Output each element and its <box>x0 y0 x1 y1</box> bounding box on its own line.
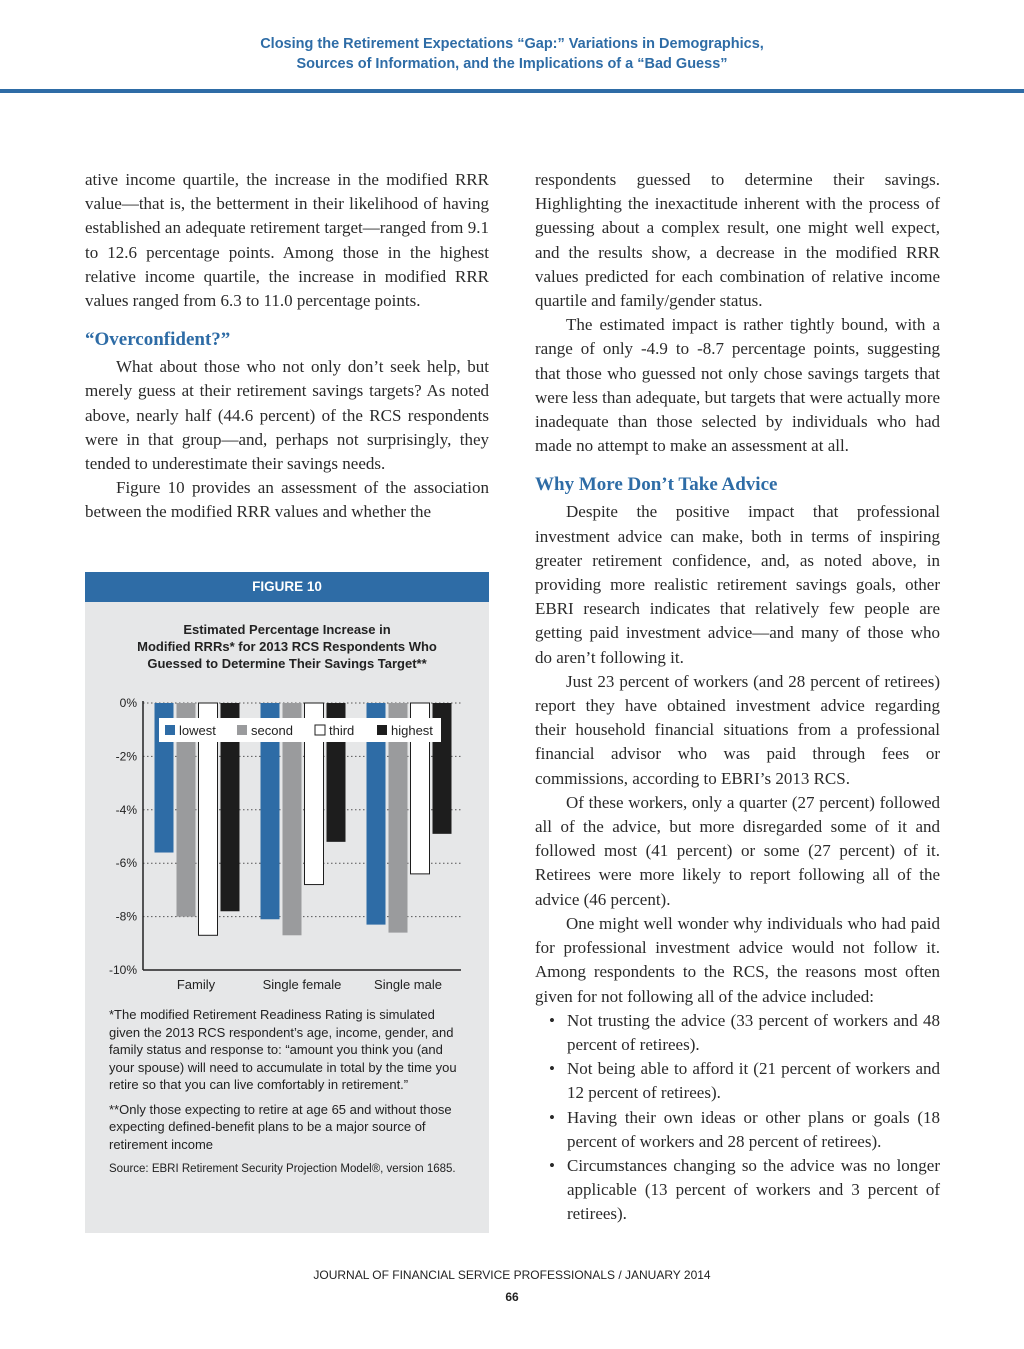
x-category-label: Family <box>176 977 216 992</box>
right-column <box>535 168 940 1227</box>
bar-chart <box>85 572 489 1002</box>
reason-item: • Not being able to afford it (21 percent of workers and 12 percent of retirees). <box>567 1057 940 1105</box>
left-paragraph-1: ative income quartile, the increase in the modified RRR value—that is, the betterment in their likelihood of having established an adequate retirement target—ranged from 9.1 to 12.6 percentage points. Among those in the highest relative income quartile, the increase in modified RRR values ranged from 6.3 to 11.0 percentage points. <box>85 170 489 311</box>
section-heading-overconfident: “Overconfident?” <box>85 329 231 351</box>
x-category-label: Single male <box>374 977 442 992</box>
page-number: 66 <box>505 1290 519 1304</box>
legend-swatch-highest <box>377 725 387 735</box>
footnote-retire-age: **Only those expecting to retire at age 65 and without those expecting defined-benefit plans to be a major source of retirement income <box>109 1101 452 1152</box>
chart-title-line: Estimated Percentage Increase in <box>183 622 391 637</box>
running-header <box>0 34 1024 74</box>
reason-item: • Circumstances changing so the advice was no longer applicable (13 percent of workers and 3 percent of retirees). <box>567 1154 940 1227</box>
legend-swatch-lowest <box>165 725 175 735</box>
reason-item: • Not trusting the advice (33 percent of workers and 48 percent of retirees). <box>567 1009 940 1057</box>
legend-swatch-second <box>237 725 247 735</box>
reasons-list <box>535 1009 940 1227</box>
legend-swatch-third <box>315 725 325 735</box>
figure-label: FIGURE 10 <box>85 572 489 602</box>
y-tick-label: -10% <box>108 963 137 977</box>
right-paragraph-3: Despite the positive impact that professional investment advice can make, both in terms of inspiring greater retirement confidence, and, as noted above, in providing more realistic retirement savings goals, other EBRI research indicates that relatively few people are getting paid investment advice—and many of those who do aren’t following it. <box>535 502 940 667</box>
y-tick-label: -4% <box>115 802 137 817</box>
running-header-line-2: Sources of Information, and the Implications of a “Bad Guess” <box>296 56 728 72</box>
right-paragraph-2: The estimated impact is rather tightly bound, with a range of only -4.9 to -8.7 percentage points, suggesting that those who guessed not only chose savings targets that were less than adequate, but targets that were actually more inadequate than those selected by individuals who had made no attempt to make an assessment at all. <box>535 315 940 456</box>
left-paragraph-2: What about those who not only don’t seek help, but merely guess at their retirement savings targets? As noted above, nearly half (44.6 percent) of the RCS respondents were in that group—and, perhaps not surprisingly, they tended to underestimate their savings needs. <box>85 357 489 474</box>
legend-label-second: second <box>251 723 293 738</box>
header-rule <box>0 89 1024 93</box>
reason-item: • Having their own ideas or other plans or goals (18 percent of workers and 28 percent of retirees). <box>567 1106 940 1154</box>
chart-title-line: Guessed to Determine Their Savings Target** <box>147 656 427 671</box>
legend-label-lowest: lowest <box>179 723 216 738</box>
chart-title-line: Modified RRRs* for 2013 RCS Respondents Who <box>137 639 437 654</box>
section-heading-why-more: Why More Don’t Take Advice <box>535 474 778 496</box>
y-tick-label: -6% <box>115 856 137 871</box>
right-paragraph-5: Of these workers, only a quarter (27 percent) followed all of the advice, but more disregarded some of it and followed most (41 percent) or some (27 percent) of it. Retirees were more likely to report following all of the advice (46 percent). <box>535 792 940 909</box>
right-paragraph-1: respondents guessed to determine their savings. Highlighting the inexactitude inherent with the process of guessing about a complex result, one might well expect, and the results show, a decrease in the modified RRR values predicted for each combination of relative income quartile and family/gender status. <box>535 170 940 311</box>
left-paragraph-3: Figure 10 provides an assessment of the association between the modified RRR values and whether the <box>85 478 489 522</box>
figure-10 <box>85 572 489 1233</box>
x-category-label: Single female <box>262 977 342 992</box>
legend-label-highest: highest <box>391 723 433 738</box>
footnote-modified-rrr: *The modified Retirement Readiness Rating is simulated given the 2013 RCS respondent’s age, income, gender, and family status and response to: “amount you think you (and your spouse) will need to accumulate in total by the time you retire so that you can live comfortably in retirement.” <box>109 1007 457 1092</box>
figure-notes <box>109 1006 459 1184</box>
y-tick-label: 0% <box>119 696 137 710</box>
right-paragraph-4: Just 23 percent of workers (and 28 percent of retirees) report they have obtained investment advice regarding their household financial situations from a professional financial advisor who was paid through fees or commissions, according to EBRI’s 2013 RCS. <box>535 671 940 788</box>
journal-footer: JOURNAL OF FINANCIAL SERVICE PROFESSIONALS / JANUARY 2014 <box>313 1268 711 1282</box>
left-column <box>85 168 489 525</box>
right-paragraph-6: One might well wonder why individuals who had paid for professional investment advice would not follow it. Among respondents to the RCS, the reasons most often given for not following all of the advice included: <box>535 913 940 1006</box>
legend-label-third: third <box>329 723 355 738</box>
y-tick-label: -8% <box>115 909 137 924</box>
y-tick-label: -2% <box>115 749 137 764</box>
figure-source: Source: EBRI Retirement Security Projection Model®, version 1685. <box>109 1163 456 1175</box>
running-header-line-1: Closing the Retirement Expectations “Gap:” Variations in Demographics, <box>260 36 764 52</box>
